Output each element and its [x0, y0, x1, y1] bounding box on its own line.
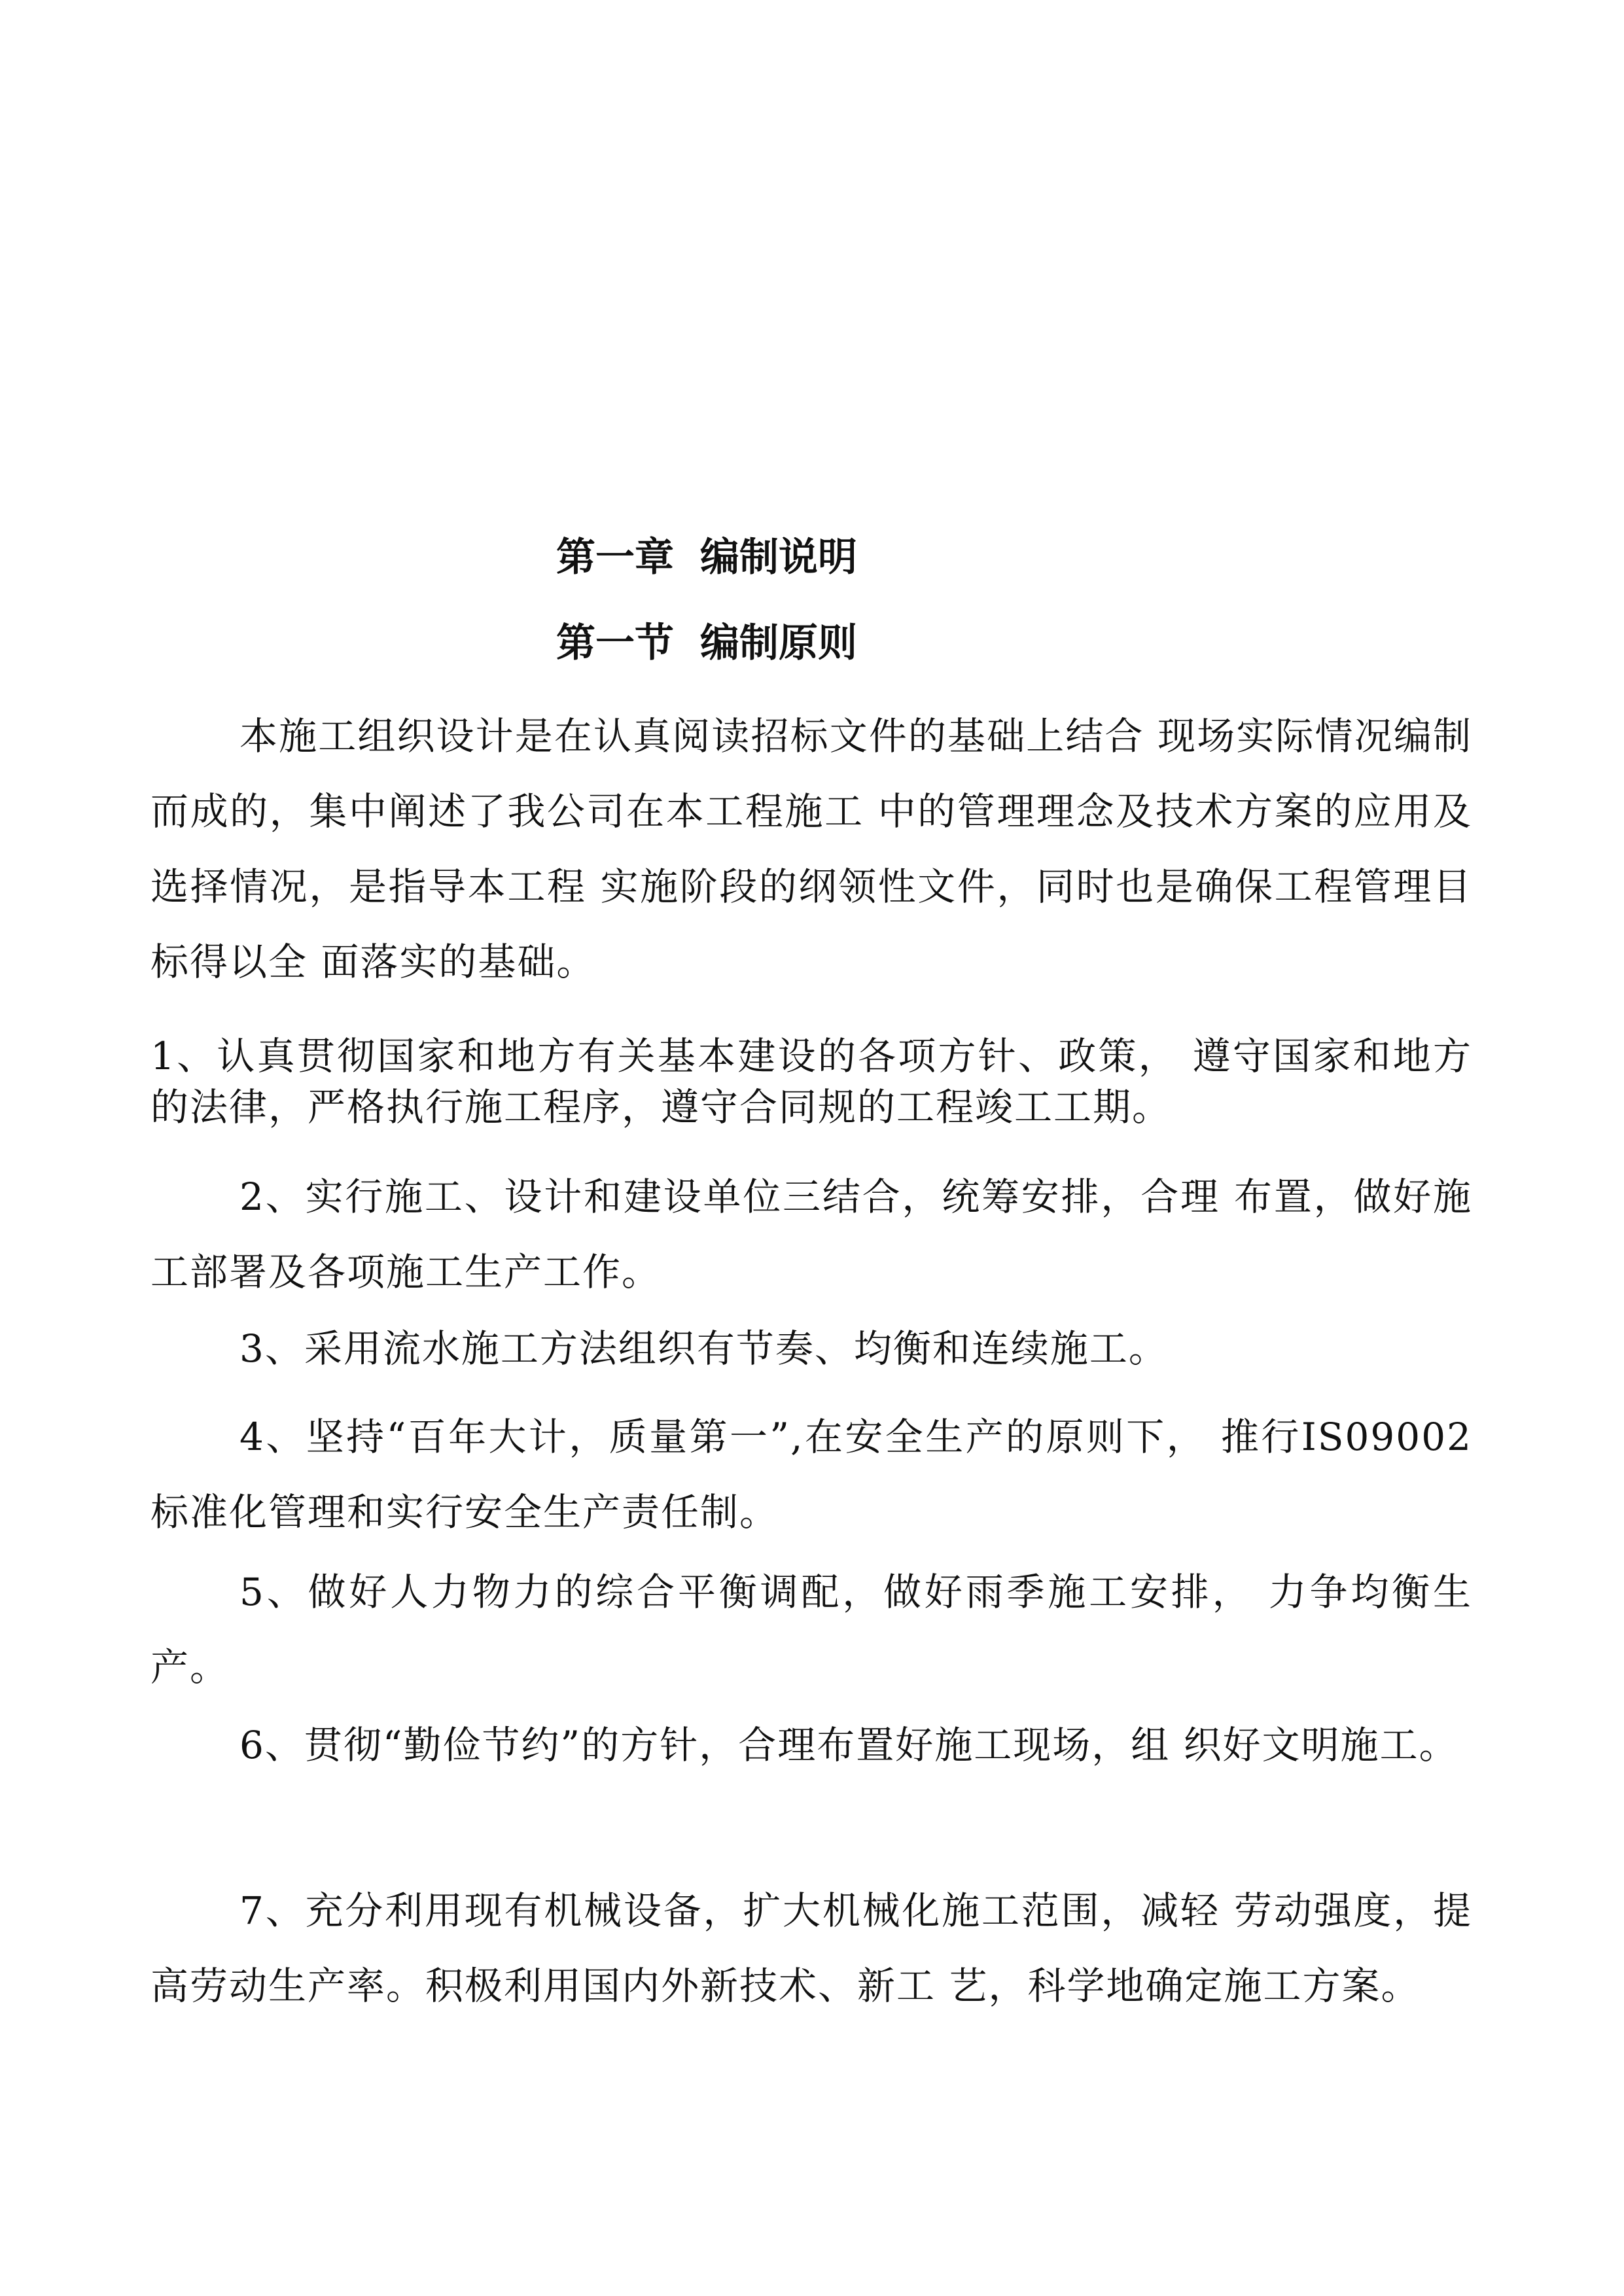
principle-item-1: 1、认真贯彻国家和地方有关基本建设的各项方针、政策， 遵守国家和地方的法律，严格执行施工程序，遵守合同规的工程竣工工期。 — [150, 1034, 1472, 1129]
chapter-text: 编制说明 — [700, 535, 857, 580]
section-text: 编制原则 — [700, 620, 857, 666]
chapter-label: 第一章 — [556, 535, 674, 580]
principle-item-2: 2、实行施工、设计和建设单位三结合，统筹安排，合理 布置，做好施工部署及各项施工生产工作。 — [150, 1174, 1472, 1294]
section-title — [556, 617, 857, 669]
section-label: 第一节 — [556, 620, 674, 666]
principle-item-7: 7、充分利用现有机械设备，扩大机械化施工范围，减轻 劳动强度，提高劳动生产率。积极利用国内外新技术、新工 艺，科学地确定施工方案。 — [150, 1888, 1472, 2008]
chapter-title — [556, 531, 857, 584]
intro-paragraph: 本施工组织设计是在认真阅读招标文件的基础上结合 现场实际情况编制而成的，集中阐述了我公司在本工程施工 中的管理理念及技术方案的应用及选择情况，是指导本工程 实施阶段的纲领性文件，同时也是确保工程管理目标得以全 面落实的基础。 — [150, 714, 1472, 984]
principle-item-3: 3、采用流水施工方法组织有节奏、均衡和连续施工。 — [239, 1326, 1168, 1371]
principle-item-5: 5、做好人力物力的综合平衡调配，做好雨季施工安排， 力争均衡生产。 — [150, 1570, 1472, 1689]
principle-item-6: 6、贯彻“勤俭节约”的方针，合理布置好施工现场，组 织好文明施工。 — [239, 1723, 1458, 1767]
principle-item-4: 4、坚持“百年大计，质量第一”,在安全生产的原则下， 推行IS09002 标准化管理和实行安全生产责任制。 — [150, 1415, 1472, 1534]
